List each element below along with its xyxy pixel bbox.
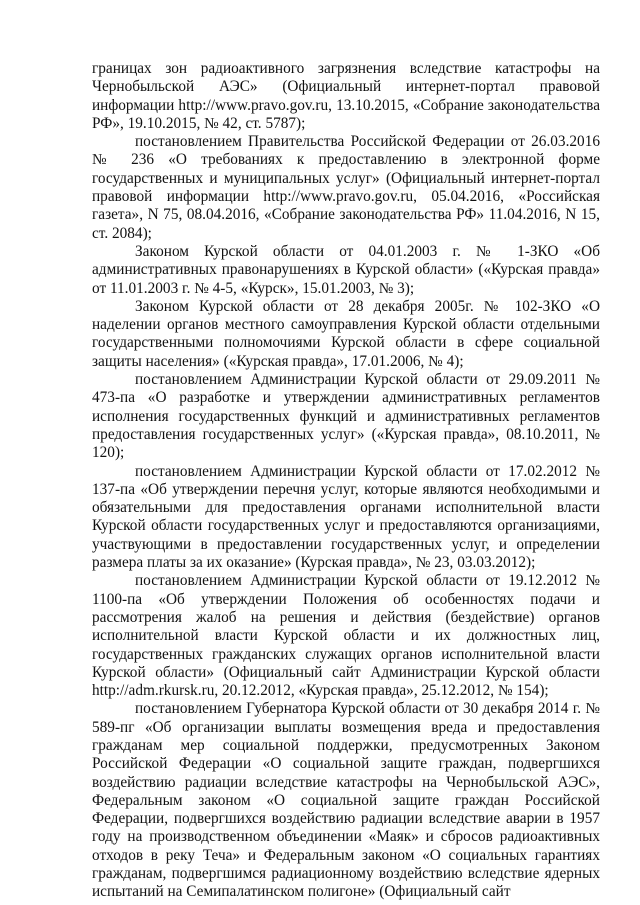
paragraph-continuation: границах зон радиоактивного загрязнения вследствие катастрофы на Чернобыльской АЭС» (Официальный интернет-портал правовой информации http://www.pravo.gov.ru, 13.10.2015, «Собрание законодательства РФ», 19.10.2015, № 42, ст. 5787); xyxy=(92,60,600,132)
paragraph-decree-137-pa: постановлением Администрации Курской области от 17.02.2012 № 137-па «Об утверждении перечня услуг, которые являются необходимыми и обязательными для предоставления органами исполнительной власти Курской области государственных услуг и предоставляются организациями, участвующими в предоставлении государственных услуг, и определении размера платы за их оказание» (Курская правда», № 23, 03.03.2012); xyxy=(92,462,600,572)
paragraph-law-1-zko: Законом Курской области от 04.01.2003 г. № 1-ЗКО «Об административных правонарушениях в Курской области» («Курская правда» от 11.01.2003 г. № 4-5, «Курск», 15.01.2003, № 3); xyxy=(92,242,600,297)
paragraph-decree-1100-pa: постановлением Администрации Курской области от 19.12.2012 № 1100-па «Об утверждении Положения об особенностях подачи и рассмотрения жалоб на решения и действия (бездействие) органов исполнительной власти Курской области и их должностных лиц, государственных гражданских служащих органов исполнительной власти Курской области» (Официальный сайт Администрации Курской области http://adm.rkursk.ru, 20.12.2012, «Курская правда», 25.12.2012, № 154); xyxy=(92,572,600,700)
document-body xyxy=(92,60,600,902)
paragraph-governor-decree-589-pg: постановлением Губернатора Курской области от 30 декабря 2014 г. № 589-пг «Об организации выплаты возмещения вреда и предоставления гражданам мер социальной поддержки, предусмотренных Законом Российской Федерации «О социальной защите граждан, подвергшихся воздействию радиации вследствие катастрофы на Чернобыльской АЭС», Федеральным законом «О социальной защите граждан Российской Федерации, подвергшихся воздействию радиации вследствие аварии в 1957 году на производственном объединении «Маяк» и сбросов радиоактивных отходов в реку Теча» и Федеральным законом «О социальных гарантиях гражданам, подвергшимся радиационному воздействию вследствие ядерных испытаний на Семипалатинском полигоне» (Официальный сайт xyxy=(92,700,600,901)
paragraph-government-decree-236: постановлением Правительства Российской Федерации от 26.03.2016 № 236 «О требованиях к предоставлению в электронной форме государственных и муниципальных услуг» (Официальный интернет-портал правовой информации http://www.pravo.gov.ru, 05.04.2016, «Российская газета», N 75, 08.04.2016, «Собрание законодательства РФ» 11.04.2016, N 15, ст. 2084); xyxy=(92,133,600,242)
paragraph-law-102-zko: Законом Курской области от 28 декабря 2005г. № 102-ЗКО «О наделении органов местного самоуправления Курской области отдельными государственными полномочиями Курской области в сфере социальной защиты населения» («Курская правда», 17.01.2006, № 4); xyxy=(92,297,600,370)
paragraph-decree-473-pa: постановлением Администрации Курской области от 29.09.2011 № 473-па «О разработке и утверждении административных регламентов исполнения государственных функций и административных регламентов предоставления государственных услуг» («Курская правда», 08.10.2011, № 120); xyxy=(92,371,600,462)
